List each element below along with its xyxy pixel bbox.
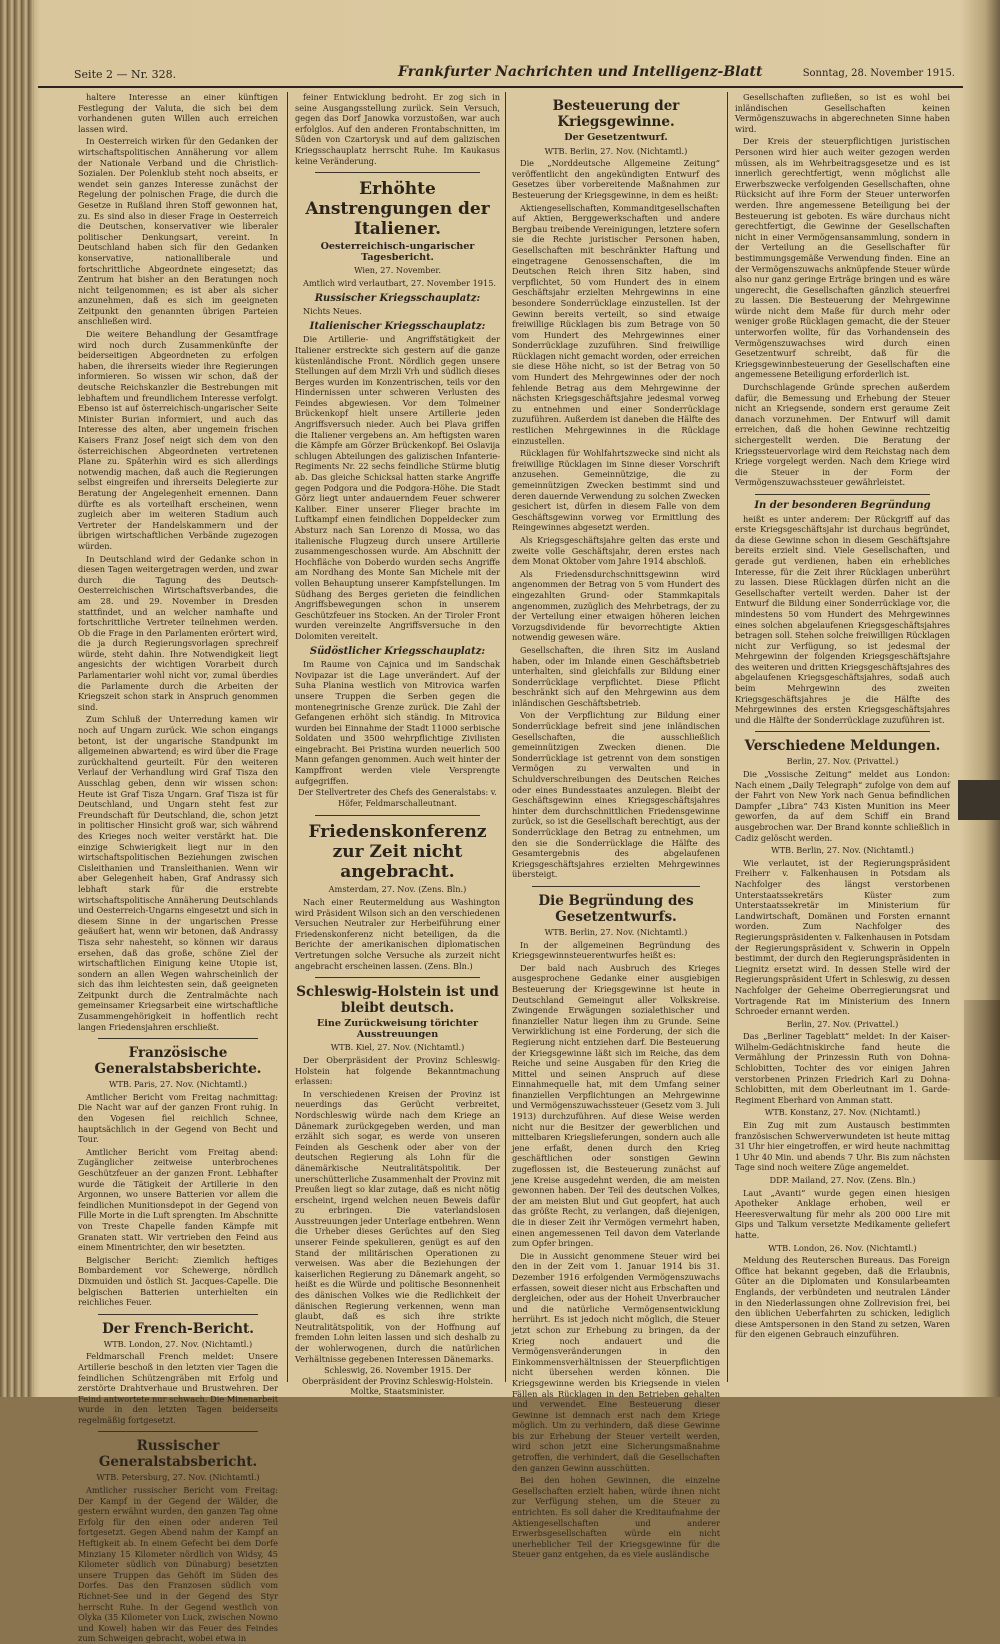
section-heading: Südöstlicher Kriegsschauplatz:: [309, 645, 486, 657]
paragraph: In Oesterreich wirken für den Gedanken der wirtschaftspolitischen Annäherung vor allem der Nationale Verband und die Christlich-Sozialen. Der Polenklub steht noch abseits, er wendet sein ganzes Interesse zunächst der Regelung der polnischen Frage, die durch die Gesetze in Rußland ihren Stoff gewonnen hat, zu. Es sind also in dieser Frage in Oesterreich die Deutschen, konservativer wie liberaler politischer Denkungsart, vereint. In Deutschland haben sich für den Gedanken konservative, nationalliberale und fortschrittliche Abgeordnete eingesetzt; das Zentrum hat bisher an den Beratungen noch nicht teilgenommen; es ist aber als sicher anzunehmen, daß es sich im geeigneten Zeitpunkt den genannten übrigen Parteien anschließen wird.: [78, 136, 278, 327]
column-rule: [505, 92, 506, 1382]
paragraph: Laut „Avanti“ wurde gegen einen hiesigen Apotheker Anklage erhoben, weil er Heeresverwaltung für mehr als 200 000 Lire mit Gips und Talkum versetzte Medikamente geliefert hatte.: [735, 1187, 950, 1240]
divider: [315, 172, 480, 173]
paragraph: Die weitere Behandlung der Gesamtfrage wird noch durch Zusammenkünfte der beiderseitigen Abgeordneten zu erfolgen haben, die ihrerseits wieder ihre Regierungen informieren. So wissen wir schon, daß der deutsche Reichskanzler die Bestrebungen mit lebhaftem und freundlichem Interesse verfolgt. Ebenso ist auf österreichisch-ungarischer Seite Minister Burian informiert, und auch das Interesse des alten, aber ungemein frischen Kaisers Franz Josef neigt sich dem von den österreichischen Abgeordneten vertretenen Plane zu. Späterhin wird es sich allerdings notwendig machen, daß auch die Regierungen selbst eingreifen und ihrerseits Delegierte zur Beratung der Angelegenheit ernennen. Dann dürfte es als vorteilhaft erscheinen, wenn zugleich aber im weiteren Stadium auch Vertreter der Handelskammern und der übrigen wirtschaftlichen Verbände zugezogen würden.: [78, 329, 278, 551]
dateline: WTB. Berlin, 27. Nov. (Nichtamtl.): [544, 926, 688, 937]
paragraph: Gesellschaften, die ihren Sitz im Ausland haben, oder im Inlande einen Geschäftsbetrieb unterhalten, sind gleichfalls zur Bildung einer Sonderrücklage verpflichtet. Diese Pflicht beschränkt sich auf den Mehrgewinn aus dem inländischen Geschäftsbetrieb.: [512, 644, 720, 708]
dateline: Wien, 27. November.: [354, 265, 441, 276]
column-3: [512, 92, 720, 1560]
column-rule: [287, 92, 288, 1382]
divider: [315, 815, 480, 816]
subheadline: Eine Zurückweisung törichter Ausstreuungen: [316, 1018, 479, 1040]
paragraph: Der bald nach Ausbruch des Krieges ausgesprochene Gedanke einer ausgiebigen Besteuerung der Kriegsgewinne ist heute in Deutschland Gemeingut aller Volkskreise. Zwingende Erwägungen sozialethischer und finanzieller Natur liegen ihm zu Grunde. Seine Verwirklichung ist eine Forderung, der sich die Regierung nicht entziehen darf. Die Besteuerung der Kriegsgewinne läßt sich im Reiche, das dem Reiche und seine Ausgaben für den Krieg die Mittel und seinen Anspruch auf diese Einnahmequelle hat, mit dem Umfang seiner finanziellen Verpflichtungen an Mehrgewinne und Vermögenszuwachssteuer (Gesetz vom 3. Juli 1913) durchzuführen. Auf diese Weise werden nicht nur die Besitzer der gewerblichen und mittelbaren Kriegslieferungen, sondern auch alle jene erfaßt, denen durch den Krieg geschäftlichen oder sonstigen Gewinn zugeflossen ist, die Besteuerung zunächst auf jene Kreise ausgedehnt werden, die am meisten gewonnen haben. Der Teil des deutschen Volkes, der am meisten Blut und Gut geopfert, hat auch das größte Recht, zu verlangen, daß diejenigen, die in dieser Zeit ihr Vermögen vermehrt haben, einen angemessenen Teil davon dem Vaterlande zum Opfer bringen.: [512, 962, 720, 1249]
dateline: Berlin, 27. Nov. (Privattel.): [786, 756, 899, 767]
paragraph: In verschiedenen Kreisen der Provinz ist neuerdings das Gerücht verbreitet, Nordschleswig würde nach dem Kriege an Dänemark zurückgegeben werden, und man erzählt sich sogar, es werde von unseren Feinden als Geschenk oder aber von der deutschen Regierung als Lohn für die dänemärkische Neutralitätspolitik. Der unerschütterliche Zusammenhalt der Provinz mit Preußen liegt so klar zutage, daß es nicht nötig erscheint, irgend welchen neuen Beweis dafür zu erbringen. Die vaterlandslosen Ausstreuungen jeder Unterlage entbehren. Wenn die Urheber dieses Gerüchtes auf den Sieg unserer Feinde spekulieren, genügt es auf den Stand der militärischen Operationen zu verweisen. Was aber die Beziehungen der kaiserlichen Regierung zu Dänemark angeht, so heißt es die Würde und politische Besonnenheit des dänischen Volkes wie die Redlichkeit der dänischen Regierung verkennen, wenn man glaubt, daß es sich ihre strikte Neutralitätspolitik, von der Hoffnung auf fremden Lohn leiten lassen und sich deshalb zu der wohlerwogenen, durch die natürlichen Verhältnisse gegebenen Interessen Dänemarks.: [295, 1088, 500, 1364]
section-heading: Russischer Kriegsschauplatz:: [314, 292, 481, 304]
paragraph: Die in Aussicht genommene Steuer wird bei den in der Zeit vom 1. Januar 1914 bis 31. Dezember 1916 erfolgenden Vermögenszuwachs erfassen, soweit dieser nicht aus Erbschaften und dergleichen, oder aus der Hoheit Unverbraucher und die natürliche Vermögensentwicklung herrührt. Es ist jedoch nicht möglich, die Steuer jetzt schon zur Erhebung zu bringen, da der Krieg noch andauert und die Vermögensveränderungen in den Einkommensverhältnissen der Steuerpflichtigen nicht übersehen werden können. Die Kriegsgewinne werden bis Kriegsende in vielen Fällen als Rücklagen in den Betrieben gehalten und verwendet. Eine Besteuerung dieser Gewinne ist demnach erst nach dem Kriege möglich. Um zu verhindern, daß diese Gewinne bis zur Erhebung der Steuer verteilt werden, wird schon jetzt eine Sicherungsmaßnahme getroffen, die verhindert, daß die Gesellschaften den ganzen Gewinn ausschütten.: [512, 1250, 720, 1473]
section-heading: In der besonderen Begründung: [754, 499, 931, 511]
paragraph: Aktiengesellschaften, Kommanditgesellschaften auf Aktien, Berggewerkschaften und andere Bergbau treibende Vereinigungen, letztere sofern sie die Rechte juristischer Personen haben, Gesellschaften mit beschränkter Haftung und eingetragene Genossenschaften, die im Deutschen Reich ihren Sitz haben, sind verpflichtet, 50 vom Hundert des in einem Geschäftsjahr erzielten Mehrgewinns in eine besondere Sonderrücklage einzustellen. Ist der Gewinn bereits verteilt, so sind etwaige freiwillige Rücklagen bis zum Betrage von 50 vom Hundert des Mehrgewinnes einer Sonderrücklage zuzuführen. Sind freiwillige Rücklagen nicht gemacht worden, oder erreichen sie diese Höhe nicht, so ist der Betrag von 50 vom Hundert des Mehrgewinnes oder der noch fehlende Betrag aus dem Mehrgewinne der nächsten Kriegsgeschäftsjahre jedesmal vorweg zu entnehmen und einer Sonderrücklage zuzuführen. Außerdem ist daneben die Hälfte des restlichen Mehrgewinnes in die Rücklage einzustellen.: [512, 202, 720, 446]
headline-french-bericht: Der French-Bericht.: [102, 1320, 254, 1337]
paragraph: Als Kriegsgeschäftsjahre gelten das erste und zweite volle Geschäftsjahr, deren erstes nach dem Monat Oktober vom Jahre 1914 abschloß.: [512, 534, 720, 567]
dateline: Amsterdam, 27. Nov. (Zens. Bln.): [328, 884, 467, 895]
paragraph: Meldung des Reuterschen Bureaus. Das Foreign Office hat bekannt gegeben, daß die Erlaubnis, Güter an die Diplomaten und Konsularbeamten Englands, der verbündeten und neutralen Länder in den Niederlassungen ohne Zollrevision frei, bei den üblichen Ueberfahrten zu schicken, lediglich diese Amtspersonen in den Stand zu setzen, Waren für den eigenen Gebrauch einzuführen.: [735, 1255, 950, 1340]
section-heading: Italienischer Kriegsschauplatz:: [309, 320, 486, 332]
paragraph: Durchschlagende Gründe sprechen außerdem dafür, die Bemessung und Erhebung der Steuer nicht an Kriegsende, sondern erst geraume Zeit danach vorzunehmen. Der Entwurf will damit erreichen, daß die hohen Gewinne rechtzeitig sichergestellt werden. Die Beratung der Kriegssteuervorlage wird dem Reichstag nach dem Kriege vorgelegt werden. Nach dem Kriege wird die Steuer in der Form der Vermögenszuwachssteuer gewährleistet.: [735, 382, 950, 488]
dateline: WTB. Kiel, 27. Nov. (Nichtamtl.): [330, 1042, 465, 1053]
paragraph: Der Oberpräsident der Provinz Schleswig-Holstein hat folgende Bekanntmachung erlassen:: [295, 1054, 500, 1087]
paragraph: Feldmarschall French meldet: Unsere Artillerie beschoß in den letzten vier Tagen die feindlichen Schützengräben mit Erfolg und zerstörte Drahtverhaue und Brustwehren. Der Feind antwortete nur schwach. Die Minenarbeit wurde in den letzten Tagen beiderseits regelmäßig fortgesetzt.: [78, 1351, 278, 1425]
paragraph: In Deutschland wird der Gedanke schon in diesen Tagen weitergetragen werden, und zwar durch die Tagung des Deutsch-Oesterreichischen Wirtschaftsverbandes, die am 28. und 29. November in Dresden stattfindet, und an welcher namhafte und fortschrittliche Vertreter teilnehmen werden. Ob die Frage in den Parlamenten erörtert wird, die ja durch Regierungsvorlagen sprechreif würde, steht dahin. Ihre Notwendigkeit liegt angesichts der wichtigen Vorarbeit durch Parlamentarier wohl nicht vor, zumal überdies die Parlamente durch die Arbeiten der Kriegszeit schon stark in Anspruch genommen sind.: [78, 553, 278, 712]
paragraph: Nichts Neues.: [303, 306, 362, 317]
headline-italians: Erhöhte Anstrengungen der Italiener.: [305, 179, 490, 240]
dateline: DDP. Mailand, 27. Nov. (Zens. Bln.): [769, 1175, 916, 1185]
headline-french-report: Französische Generalstabsberichte.: [94, 1045, 262, 1078]
paragraph: Belgischer Bericht: Ziemlich heftiges Bombardement vor Schewerge, nördlich Dixmuiden und östlich St. Jacques-Capelle. Die belgischen Batterien unterhielten ein reichliches Feuer.: [78, 1254, 278, 1308]
dateline: Berlin, 27. Nov. (Privattel.): [786, 1018, 899, 1029]
paragraph: Die „Norddeutsche Allgemeine Zeitung“ veröffentlicht den angekündigten Entwurf des Gesetzes über vorbereitende Maßnahmen zur Besteuerung der Kriegsgewinne, in dem es heißt:: [512, 158, 720, 200]
masthead: Frankfurter Nachrichten und Intelligenz-Blatt: [398, 64, 763, 80]
headline-bill-reasoning: Die Begründung des Gesetzentwurfs.: [538, 892, 694, 925]
paragraph: Die „Vossische Zeitung“ meldet aus London: Nach einem „Daily Telegraph“ zufolge von dem auf der Fahrt von New York nach Genua befindlichen Dampfer „Libra“ 743 Kisten Munition ins Meer geworfen, da auf dem Schiff ein Brand ausgebrochen war. Der Brand konnte schließlich in Cadiz gelöscht werden.: [735, 769, 950, 843]
headline-russian-report: Russischer Generalstabsbericht.: [98, 1438, 258, 1471]
column-1: [78, 92, 278, 1644]
dateline: WTB. Berlin, 27. Nov. (Nichtamtl.): [771, 845, 914, 856]
column-2: [295, 92, 500, 1397]
column-rule: [727, 92, 728, 1382]
dateline: WTB. London, 27. Nov. (Nichtamtl.): [103, 1338, 253, 1349]
paragraph: haltere Interesse an einer künftigen Festlegung der Valuta, die sich bei dem vorhandenen guten Willen auch erreichen lassen wird.: [78, 92, 278, 134]
page-number: Seite 2 — Nr. 328.: [74, 68, 177, 81]
headline-schleswig-holstein: Schleswig-Holstein ist und bleibt deutsch.: [296, 984, 499, 1017]
divider: [755, 731, 930, 732]
subheadline: Oesterreichisch-ungarischer Tagesbericht.: [320, 241, 475, 263]
paragraph: heißt es unter anderem: Der Rückgriff auf das erste Kriegsgeschäftsjahr ist durchaus begründet, da diese Gewinne schon in diesem Geschäftsjahre bereits erzielt sind. Viele Gesellschaften, und gerade gut verdienen, haben ein erhebliches Interesse, für die Zeit ihrer Rücklagen unberührt zu lassen. Diese Rücklagen dürfen nicht an die Gesellschafter verteilt werden. Daher ist der Entwurf die Bildung einer Sonderrücklage vor, die mindestens 50 vom Hundert des Mehrgewinnes eines solchen abgelaufenen Kriegsgeschäftsjahres betragen soll. Stehen solche freiwilligen Rücklagen nicht zur Verfügung, so ist jedesmal der Mehrgewinn der folgenden Kriegsgeschäftsjahre des weiteren und dritten Kriegsgeschäftsjahres des abgelaufenen Kriegsgeschäftsjahres, sodaß auch beim Mehrgewinn des zweiten Kriegsgeschäftsjahres je die Hälfte des Mehrgewinnes des ersten Kriegsgeschäftsjahres und die Hälfte der Sonderrücklage zuzuführen ist.: [735, 513, 950, 725]
paragraph: Amtlicher russischer Bericht vom Freitag: Der Kampf in der Gegend der Wälder, die gestern erwähnt wurden, den ganzen Tag ohne Erfolg für den einen oder anderen Teil fortgesetzt. Gegen Abend nahm der Kampf an Heftigkeit ab. In einem Gefecht bei dem Dorfe Minziany 15 Kilometer nördlich von Widsy, 45 Kilometer südlich von Dünaburg) besetzten unsere Truppen das Gehöft im Süden des Dorfes. Das den Franzosen südlich vom Richnet-See und in der Gegend des Styr herrscht Ruhe. In der Gegend westlich von Olyka (35 Kilometer von Luck, zwischen Nowno und Kowel) haben wir das Feuer des Feindes zum Schweigen gebracht, wobei etwa in: [78, 1485, 278, 1644]
paragraph: Rücklagen für Wohlfahrtszwecke sind nicht als freiwillige Rücklagen im Sinne dieser Vorschrift anzusehen. Gemeinnützige, die zu gemeinnützigen Zwecken bestimmt sind und deren dauernde Verwendung zu solchen Zwecken gesichert ist, dürfen in diesem Falle von dem Geschäftsgewinn vorweg vor Ermittlung des Reingewinnes abgesetzt werden.: [512, 448, 720, 533]
paragraph: Amtlicher Bericht vom Freitag abend: Zugänglicher zeitweise unterbrochenes Geschützfeuer an der ganzen Front. Lebhafter wurde die Tätigkeit der Artillerie in den Argonnen, wo unsere Batterien vor allem die feindlichen Munitionsdepot in der Gegend von Fille Morte in die Luft sprengten. Im Abschnitte von Treste Chapelle fanden Kämpfe mit Granaten statt. Wir vertrieben den Feind aus einem Minentrichter, den wir besetzten.: [78, 1146, 278, 1253]
dateline: WTB. Petersburg, 27. Nov. (Nichtamtl.): [96, 1472, 260, 1483]
divider: [755, 494, 930, 495]
paragraph: Amtlich wird verlautbart, 27. November 1915.: [303, 277, 497, 288]
page-header: [38, 64, 963, 88]
dateline: WTB. Berlin, 27. Nov. (Nichtamtl.): [544, 145, 688, 156]
adjacent-page-fragment: [958, 780, 1000, 820]
paragraph: Das „Berliner Tageblatt“ meldet: In der Kaiser-Wilhelm-Gedächtniskirche fand heute die Vermählung der Prinzessin Ruth von Dohna-Schlobitten, Tochter des vor einigen Jahren verstorbenen Prinzen Friedrich Karl zu Dohna-Schlobitten, mit dem Oberleutnant im 1. Garde-Regiment Eberhard von Amman statt.: [735, 1031, 950, 1105]
divider: [532, 886, 700, 887]
dateline: WTB. London, 26. Nov. (Nichtamtl.): [768, 1242, 917, 1253]
divider: [98, 1431, 258, 1432]
signature: Schleswig, 26. November 1915. Der Oberpräsident der Provinz Schleswig-Holstein. Moltke, Staatsminister.: [301, 1366, 494, 1397]
paragraph: Als Friedensdurchschnittsgewinn wird angenommen der Betrag von 5 vom Hundert des eingezahlten Grund- oder Stammkapitals angenommen, zuzüglich des Mehrbetrags, der zu der Verteilung einer etwaigen höheren leichen Vorzugsdividende für bevorrechtigte Aktien notwendig gewesen wäre.: [512, 568, 720, 643]
divider: [315, 977, 480, 978]
paragraph: Gesellschaften zufließen, so ist es wohl bei inländischen Gesellschaften keinen Vermögenszuwachs in abgerechneten Sinne haben wird.: [735, 92, 950, 134]
subheadline: Der Gesetzentwurf.: [564, 132, 668, 143]
dateline: WTB. Konstanz, 27. Nov. (Nichtamtl.): [764, 1107, 921, 1118]
headline-war-profits-tax: Besteuerung der Kriegsgewinne.: [552, 98, 680, 130]
paragraph: Wie verlautet, ist der Regierungspräsident Freiherr v. Falkenhausen in Potsdam als Nachfolger des längst verstorbenen Unterstaatssekretärs Küster zum Unterstaatssekretär im Ministerium für Landwirtschaft, Domänen und Forsten ernannt worden. Zum Nachfolger des Regierungspräsidenten v. Falkenhausen in Potsdam der Regierungspräsident v. Schwerin in Oppeln bestimmt, der durch den Regierungspräsidenten in Liegnitz ersetzt wird. In dessen Stelle wird der Regierungspräsident Ufert in Schleswig, zu dessen Nachfolger der Geheime Oberregierungsrat und Vortragende Rat im Ministerium des Innern Schroeder ernannt werden.: [735, 857, 950, 1017]
signature: Der Stellvertreter des Chefs des Generalstabs: v. Höfer, Feldmarschalleutnant.: [298, 788, 497, 808]
paragraph: Zum Schluß der Unterredung kamen wir noch auf Ungarn zurück. Wie schon eingangs betont, ist der ungarische Standpunkt im allgemeinen abwartend; es wird über die Frage zurückhaltend geurteilt. Für den weiteren Verlauf der Verhandlung wird Graf Tisza den Ausschlag geben, denn wir wissen schon: Heute ist Graf Tisza Ungarn. Graf Tisza ist für Deutschland, und Ungarn steht fest zur Freundschaft für Deutschland, die, schon jetzt in politischer Hinsicht groß war, sich während des Krieges noch weiter verstärkt hat. Die einzige Schwierigkeit liegt nur in den wirtschaftspolitischen Beziehungen zwischen Cisleithanien und Transleithanien. Wenn wir aber Gelegenheit haben, Graf Andrassy sich lebhaft stark für die erstrebte wirtschaftspolitische Annäherung Deutschlands und Oesterreich-Ungarns eingesetzt und sich in diesem Sinne in der ungarischen Presse geäußert hat, wenn wir betonen, daß Andrassy Tisza sehr nahesteht, so können wir daraus ersehen, daß das große, schöne Ziel der wirtschaftlichen Einigung keine Utopie ist, sondern an allen Wegen wahrscheinlich der sich das ihm leichtesten sein, daß geeigneten Zeitpunkt durch die Zentralmächte nach gemeinsamer Kriegsarbeit eine wirtschaftliche Zusammengehörigkeit in hoffentlich recht langen Friedensjahren erschließt.: [78, 714, 278, 1032]
headline-peace-conference: Friedenskonferenz zur Zeit nicht angebracht.: [308, 822, 487, 883]
paragraph: In der allgemeinen Begründung des Kriegsgewinnsteuerentwurfes heißt es:: [512, 939, 720, 961]
dateline: WTB. Paris, 27. Nov. (Nichtamtl.): [108, 1079, 248, 1090]
issue-date: Sonntag, 28. November 1915.: [802, 68, 955, 79]
paragraph: Ein Zug mit zum Austausch bestimmten französischen Schwerverwundeten ist heute mittag 31 Uhr hier eingetroffen, er wird heute nachmittag 1 Uhr 40 Min. und abends 7 Uhr. Bis zum nächsten Tage sind noch weitere Züge angemeldet.: [735, 1120, 950, 1173]
divider: [98, 1314, 258, 1315]
paragraph: Nach einer Reutermeldung aus Washington wird Präsident Wilson sich an den verschiedenen Versuchen Neutraler zur Herbeiführung einer Friedenskonferenz nicht beteiligen, da die Berichte der amerikanischen diplomatischen Vertretungen solche Versuche als zurzeit nicht angebracht erscheinen lassen. (Zens. Bln.): [295, 897, 500, 971]
paragraph: Amtlicher Bericht vom Freitag nachmittag: Die Nacht war auf der ganzen Front ruhig. In den Vogesen fiel reichlich Schnee, hauptsächlich in der Gegend von Becht und Tour.: [78, 1091, 278, 1145]
paragraph: Von der Verpflichtung zur Bildung einer Sonderrücklage befreit sind jene inländischen Gesellschaften, die ausschließlich gemeinnützigen Zwecken dienen. Die Sonderrücklage ist getrennt von dem sonstigen Vermögen zu verwalten und in Schuldverschreibungen des Deutschen Reiches oder eines Bundesstaates anzulegen. Bleibt der Geschäftsgewinn eines Kriegsgeschäftsjahres hinter dem durchschnittlichen Friedensgewinne zurück, so ist die Gesellschaft berechtigt, aus der Sonderrücklage den Betrag zu entnehmen, um den sie die Sonderrücklage die Hälfte des Gesamtergebnis des abgelaufenen Kriegsgeschäftsjahres erzielten Mehrgewinnes übersteigt.: [512, 710, 720, 880]
binding-edge: [0, 0, 34, 1397]
paragraph: feiner Entwicklung bedroht. Er zog sich in seine Ausgangsstellung zurück. Sein Versuch, gegen das Dorf Janowka vorzustoßen, war auch erfolglos. Auf den anderen Frontabschnitten, im Süden von Czartorysk und auf dem galizischen Kriegsschauplatz herrscht Ruhe. Im Kaukasus keine Veränderung.: [295, 92, 500, 166]
paragraph: Die Artillerie- und Angriffstätigkeit der Italiener erstreckte sich gestern auf die ganze küstenländische Front. Nördlich gegen unsere Stellungen auf dem Mrzli Vrh und südlich dieses Berges wurden im Konzentrischen, teils vor den Hindernissen unter schweren Verlusten des Feindes abgewiesen. Vor dem Tolmeiner Brückenkopf hielt unsere Artillerie jeden Angriffsversuch nieder. Auch bei Plava griffen die Italiener vergebens an. Am heftigsten waren die Kämpfe am Görzer Brückenkopf. Bei Oslavija schlugen Abteilungen des galizischen Infanterie-Regiments Nr. 22 sechs feindliche Stürme blutig ab. Das gleiche Schicksal hatten starke Angriffe gegen Podgora und die Podgora-Höhe. Die Stadt Görz liegt unter andauerndem Feuer schwerer Kaliber. Einer unserer Flieger brachte im Luftkampf einen feindlichen Doppeldecker zum Absturz nach San Lorenzo di Mossa, wo das italienische Flugzeug durch unsere Artillerie zusammengeschossen wurde. Am Abschnitt der Hochfläche von Doberdo wurden sechs Angriffe am Nordhang des Monte San Michele mit der vollen Behauptung unserer Kampfstellungen. Im Südhang des Berges gerieten die feindlichen Angriffsbewegungen schon in unserem Geschützfeuer ins Stocken. An der Tiroler Front wurden vereinzelte Angriffsversuche in den Dolomiten vereitelt.: [295, 334, 500, 641]
paragraph: Der Kreis der steuerpflichtigen juristischen Personen wird hier auch weiter gezogen werden müssen, als im Wehrbeitragsgesetze und es ist innerlich gerechtfertigt, wenn möglichst alle Erwerbszwecke verfolgenden Gesellschaften, ohne Rücksicht auf ihre Form der Steuer unterworfen werden. Ihre angemessene Beteiligung bei der Besteuerung ist geboten. Es wäre durchaus nicht gerechtfertigt, die Gewinne der Gesellschaften nicht in einer Vermögensansammlung, sondern in der Verteilung an die Gesellschafter für bestimmungsgemäße Verwendung finden. Eine an der Vermögenszuwachs anknüpfende Steuer würde also nur ganz geringe Erträge bringen und es wäre ungerecht, die Gesellschaften gänzlich steuerfrei zu lassen. Die Besteuerung der Mehrgewinne würde nicht dem Maße für durch mehr oder weniger große Rücklagen gemacht, die der Steuer unterworfen wollte, für das Vorhandensein des Vermögenszuwachses wird durch einen Gesetzentwurf schreibt, daß für die Kriegsgewinnbesteuerung der Gesellschaften eine angemessene Beteiligung erforderlich ist.: [735, 136, 950, 380]
paragraph: Im Raume von Cajnica und im Sandschak Novipazar ist die Lage unverändert. Auf der Suha Planina westlich von Mitrovica warfen unsere Truppen die Serben gegen die montenegrinische Grenze zurück. Die Zahl der Gefangenen erhöht sich ständig. In Mitrovica wurden bei Einnahme der Stadt 11000 serbische Soldaten und 3500 wehrpflichtige Zivilisten eingebracht. Bei Pristina wurden neuerlich 500 Mann gefangen genommen. Auch weit hinter der Kampffront werden viele Versprengte aufgegriffen.: [295, 659, 500, 786]
divider: [98, 1038, 258, 1039]
column-4: [735, 92, 950, 1392]
page-stain: [964, 1000, 1000, 1160]
paragraph: Bei den hohen Gewinnen, die einzelne Gesellschaften erzielt haben, würde ihnen nicht zur Verfügung stehen, um die Steuer zu entrichten. Es soll daher die Kreditaufnahme der Aktiengesellschaften und anderer Erwerbsgesellschaften würde ein nicht unerheblicher Teil der Kriegsgewinne für die Steuer ganz entgehen, da es viele ausländische: [512, 1475, 720, 1560]
headline-various-reports: Verschiedene Meldungen.: [744, 738, 941, 755]
